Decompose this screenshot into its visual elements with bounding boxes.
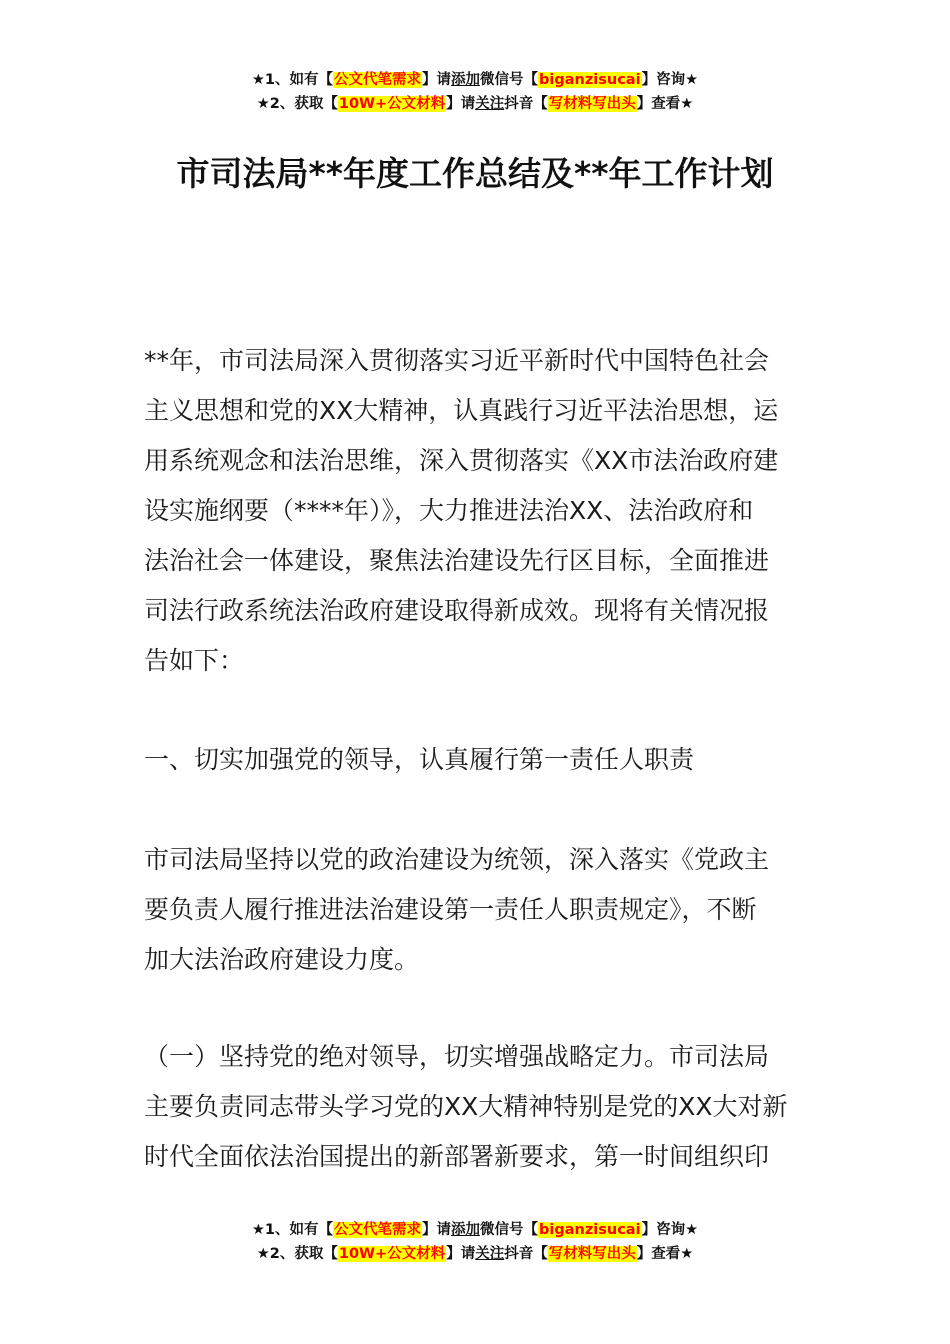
banner-highlight-materials: 10W+公文材料 xyxy=(338,96,446,112)
banner-highlight-service: 公文代笔需求 xyxy=(334,72,422,88)
banner-line-2: ★2、获取【10W+公文材料】请关注抖音【写材料写出头】查看★ xyxy=(256,96,694,112)
text-line: 司法行政系统法治政府建设取得新成效。现将有关情况报 xyxy=(144,596,770,625)
banner-line-1: ★1、如有【公文代笔需求】请添加微信号【biganzisucai】咨询★ xyxy=(251,72,699,88)
banner-highlight-service: 公文代笔需求 xyxy=(334,1222,422,1238)
banner-highlight-wechat-id: biganzisucai xyxy=(539,1222,641,1238)
header-banner xyxy=(0,68,950,116)
banner-highlight-douyin: 写材料写出头 xyxy=(548,1246,636,1262)
document-title: 市司法局**年度工作总结及**年工作计划 xyxy=(176,154,774,193)
paragraph-intro xyxy=(144,336,809,686)
text-line: 主要负责同志带头学习党的XX大精神特别是党的XX大对新 xyxy=(144,1092,788,1121)
paragraph-subsection-1 xyxy=(144,1032,809,1182)
text-line: 告如下： xyxy=(144,646,245,675)
footer-banner xyxy=(0,1218,950,1266)
banner-line-1: ★1、如有【公文代笔需求】请添加微信号【biganzisucai】咨询★ xyxy=(251,1222,699,1238)
text-line: （一）坚持党的绝对领导，切实增强战略定力。市司法局 xyxy=(144,1042,770,1071)
text-line: 设实施纲要（****年）》，大力推进法治XX、法治政府和 xyxy=(144,496,754,525)
text-line: 时代全面依法治国提出的新部署新要求，第一时间组织印 xyxy=(144,1142,770,1171)
text-line: 法治社会一体建设，聚焦法治建设先行区目标，全面推进 xyxy=(144,546,770,575)
banner-line-2: ★2、获取【10W+公文材料】请关注抖音【写材料写出头】查看★ xyxy=(256,1246,694,1262)
banner-highlight-wechat-id: biganzisucai xyxy=(539,72,641,88)
section-heading-1 xyxy=(144,735,809,785)
text-line: 主义思想和党的XX大精神，认真践行习近平法治思想，运 xyxy=(144,396,779,425)
text-line: **年，市司法局深入贯彻落实习近平新时代中国特色社会 xyxy=(144,346,770,375)
paragraph-leadership xyxy=(144,835,809,985)
banner-highlight-douyin: 写材料写出头 xyxy=(548,96,636,112)
text-line: 要负责人履行推进法治建设第一责任人职责规定》，不断 xyxy=(144,895,757,924)
text-line: 用系统观念和法治思维，深入贯彻落实《XX市法治政府建 xyxy=(144,446,779,475)
banner-highlight-materials: 10W+公文材料 xyxy=(338,1246,446,1262)
heading-text: 一、切实加强党的领导，认真履行第一责任人职责 xyxy=(144,745,695,774)
text-line: 加大法治政府建设力度。 xyxy=(144,945,420,974)
text-line: 市司法局坚持以党的政治建设为统领，深入落实《党政主 xyxy=(144,845,770,874)
